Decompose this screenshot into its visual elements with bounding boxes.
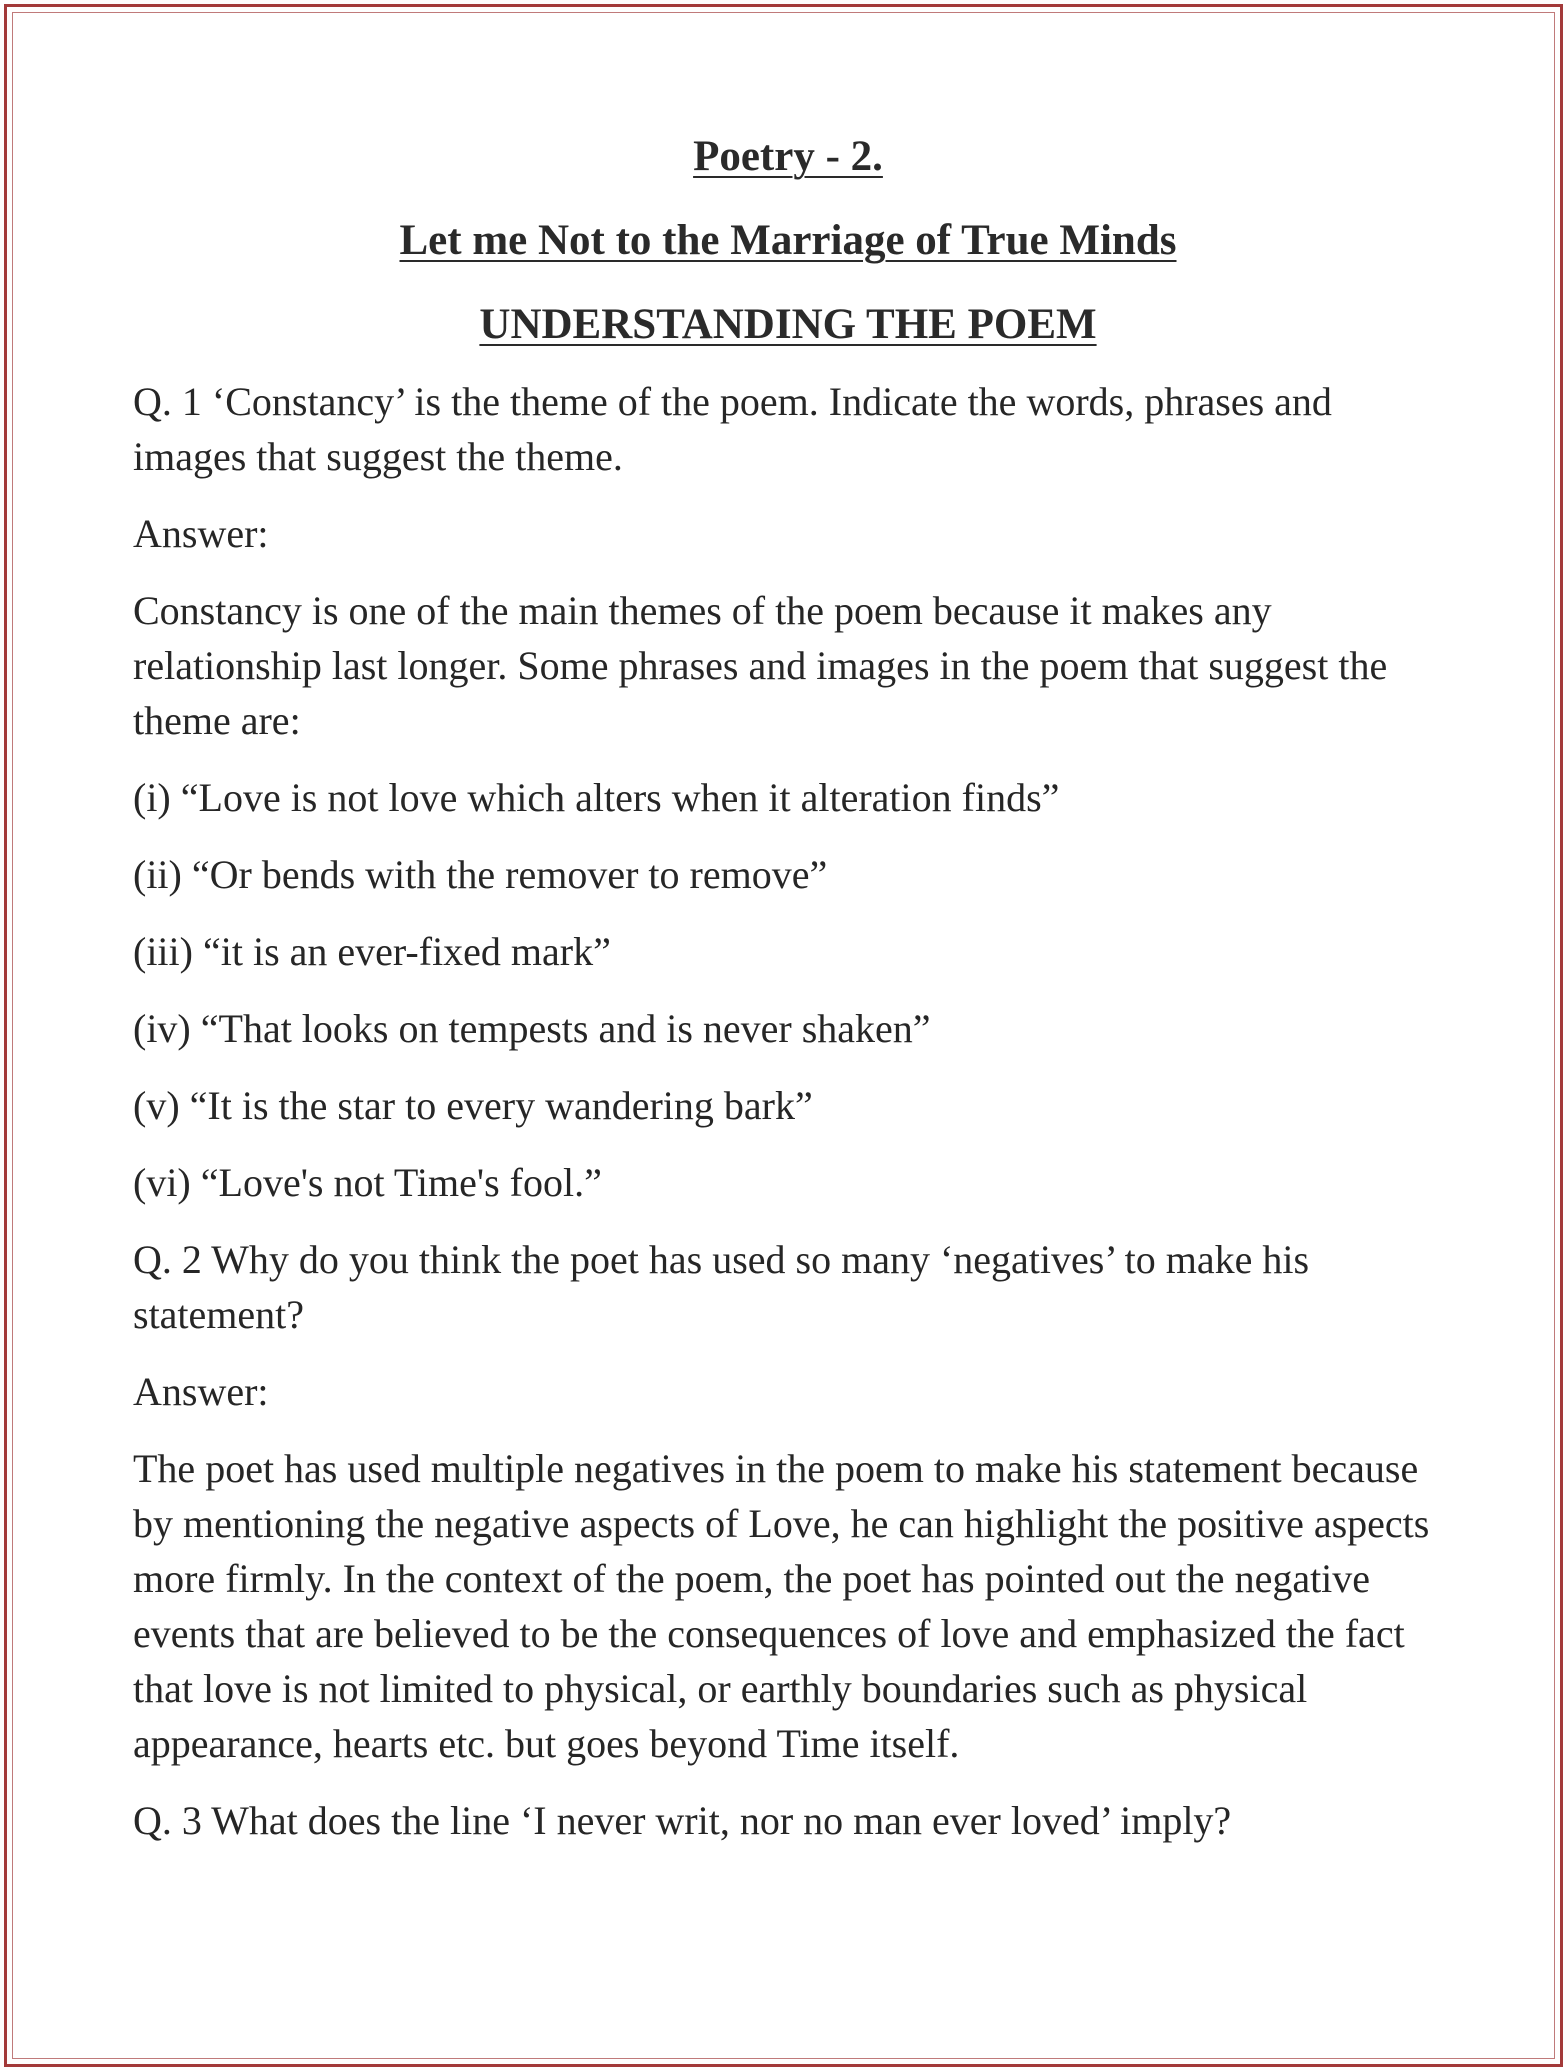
section-heading: UNDERSTANDING THE POEM [479, 301, 1097, 348]
question-1: Q. 1 ‘Constancy’ is the theme of the poem. Indicate the words, phrases and images that suggest the theme. [133, 379, 1332, 479]
answer-label-1: Answer: [133, 511, 269, 556]
question-2: Q. 2 Why do you think the poet has used so many ‘negatives’ to make his statement? [133, 1237, 1310, 1337]
document-page [133, 130, 1443, 1870]
quote-item-2: (ii) “Or bends with the remover to remove” [133, 852, 828, 897]
question-3: Q. 3 What does the line ‘I never writ, nor no man ever loved’ imply? [133, 1798, 1232, 1843]
quote-item-6: (vi) “Love's not Time's fool.” [133, 1160, 602, 1205]
quote-item-4: (iv) “That looks on tempests and is never shaken” [133, 1006, 931, 1051]
answer-2: The poet has used multiple negatives in the poem to make his statement because by mentioning the negative aspects of Love, he can highlight the positive aspects more firmly. In the context of the poem, the poet has pointed out the negative events that are believed to be the consequences of love and emphasized the fact that love is not limited to physical, or earthly boundaries such as physical appearance, hearts etc. but goes beyond Time itself. [133, 1446, 1430, 1766]
quote-item-3: (iii) “it is an ever-fixed mark” [133, 929, 611, 974]
quote-item-1: (i) “Love is not love which alters when it alteration finds” [133, 775, 1060, 820]
quote-item-5: (v) “It is the star to every wandering bark” [133, 1083, 813, 1128]
answer-1: Constancy is one of the main themes of the poem because it makes any relationship last longer. Some phrases and images in the poem that suggest the theme are: [133, 588, 1388, 743]
poem-title: Let me Not to the Marriage of True Minds [399, 217, 1177, 264]
document-heading: Poetry - 2. [693, 133, 883, 180]
answer-label-2: Answer: [133, 1369, 269, 1414]
